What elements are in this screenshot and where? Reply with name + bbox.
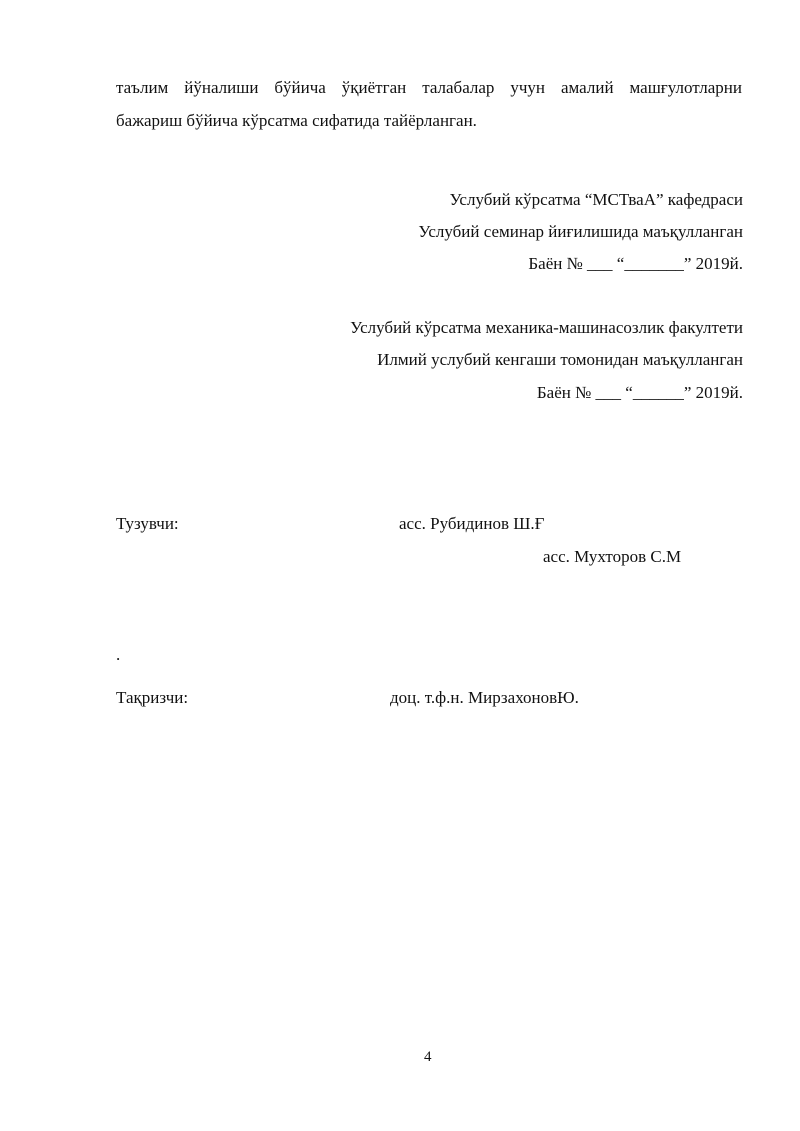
faculty-approval-line-1: Услубий кўрсатма механика-машинасозлик факултети [350, 318, 743, 337]
compiler-name-1: асс. Рубидинов Ш.Ғ [399, 514, 545, 533]
stray-dot: . [116, 645, 121, 664]
faculty-approval-protocol: Баён № ___ “______” 2019й. [536, 383, 743, 402]
intro-line-1: таълим йўналиши бўйича ўқиётган талабалар учун амалий машғулотларни [116, 78, 742, 97]
compiler-name-2: асс. Мухторов С.М [543, 547, 682, 566]
reviewer-label: Тақризчи: [116, 688, 189, 707]
department-approval-line-2: Услубий семинар йиғилишида маъқулланган [418, 222, 743, 241]
reviewer-name: доц. т.ф.н. МирзахоновЮ. [390, 688, 579, 707]
department-approval-protocol: Баён № ___ “_______” 2019й. [528, 254, 743, 273]
page-number: 4 [424, 1049, 432, 1065]
department-approval-line-1: Услубий кўрсатма “МСТваА” кафедраси [449, 190, 743, 209]
faculty-approval-line-2: Илмий услубий кенгаши томонидан маъқулланган [377, 350, 743, 369]
compilers-label: Тузувчи: [116, 514, 179, 533]
intro-line-2: бажариш бўйича кўрсатма сифатида тайёрланган. [116, 111, 477, 130]
